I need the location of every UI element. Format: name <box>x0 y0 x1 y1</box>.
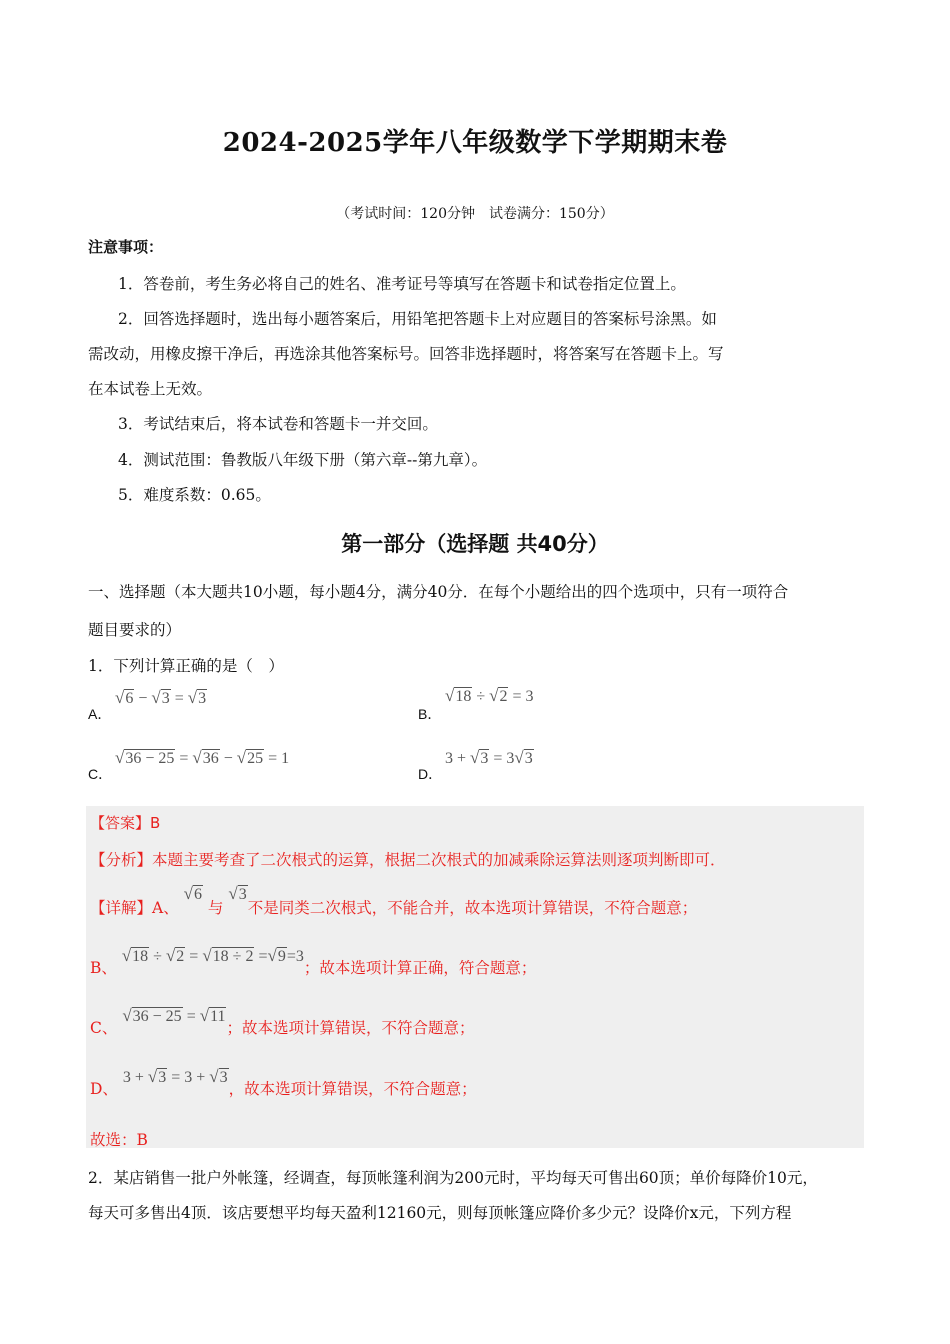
exam-title: 2024-2025学年八年级数学下学期期末卷 <box>222 128 728 158</box>
question-2-line-2: 每天可多售出4顶．该店要想平均每天盈利12160元，则每顶帐篷应降价多少元？设降价x元，下列方程 <box>88 1204 792 1222</box>
notice-heading: 注意事项： <box>88 238 164 256</box>
option-b-formula: √18 ÷ √2 = 3 <box>445 686 534 705</box>
option-d-formula: 3 + √3 = 3√3 <box>445 748 533 767</box>
detail-line-d: D、 3 + √3 = 3 + √3，故本选项计算错误，不符合题意； <box>90 1067 477 1098</box>
option-letter: D． <box>418 766 443 782</box>
option-letter: C． <box>88 766 113 782</box>
detail-line-a: 【详解】A、 √6 与 √3不是同类二次根式，不能合并，故本选项计算错误，不符合题意； <box>90 884 698 917</box>
final-choice: 故选：B <box>90 1131 148 1149</box>
detail-line-c: C、 √36 − 25 = √11；故本选项计算错误，不符合题意； <box>90 1006 475 1037</box>
option-c <box>88 748 290 784</box>
option-a <box>88 688 207 724</box>
notice-item-2-end: 在本试卷上无效。 <box>88 380 213 398</box>
question-2-line-1: 2．某店销售一批户外帐篷，经调查，每顶帐篷利润为200元时，平均每天可售出60顶；单价每降价10元， <box>88 1169 818 1187</box>
answer-line: 【答案】B <box>90 814 161 832</box>
option-c-formula: √36 − 25 = √36 − √25 = 1 <box>115 748 290 767</box>
question-1-stem: 1．下列计算正确的是（ ） <box>88 657 284 675</box>
section-instruction-cont: 题目要求的） <box>88 621 182 639</box>
part-one-title: 第一部分（选择题 共40分） <box>341 532 609 556</box>
option-b <box>418 686 534 724</box>
section-instruction: 一、选择题（本大题共10小题，每小题4分，满分40分．在每个小题给出的四个选项中，只有一项符合 <box>88 583 789 601</box>
notice-item-3: 3．考试结束后，将本试卷和答题卡一并交回。 <box>118 415 438 433</box>
notice-item-2: 2．回答选择题时，选出每小题答案后，用铅笔把答题卡上对应题目的答案标号涂黑。如 <box>118 310 717 328</box>
notice-item-1: 1．答卷前，考生务必将自己的姓名、准考证号等填写在答题卡和试卷指定位置上。 <box>118 275 686 293</box>
option-d <box>418 748 533 784</box>
option-letter: A． <box>88 706 112 722</box>
notice-item-2-cont: 需改动，用橡皮擦干净后，再选涂其他答案标号。回答非选择题时，将答案写在答题卡上。写 <box>88 345 724 363</box>
analysis-line: 【分析】本题主要考查了二次根式的运算，根据二次根式的加减乘除运算法则逐项判断即可． <box>90 851 726 869</box>
exam-subtitle: （考试时间：120分钟 试卷满分：150分） <box>336 206 614 222</box>
option-a-formula: √6 − √3 = √3 <box>115 688 207 707</box>
option-letter: B． <box>418 706 442 722</box>
detail-line-b: B、 √18 ÷ √2 = √18 ÷ 2 =√9=3；故本选项计算正确，符合题意； <box>90 946 537 977</box>
notice-item-5: 5．难度系数：0.65。 <box>118 486 271 504</box>
notice-item-4: 4．测试范围：鲁教版八年级下册（第六章--第九章）。 <box>118 451 488 469</box>
